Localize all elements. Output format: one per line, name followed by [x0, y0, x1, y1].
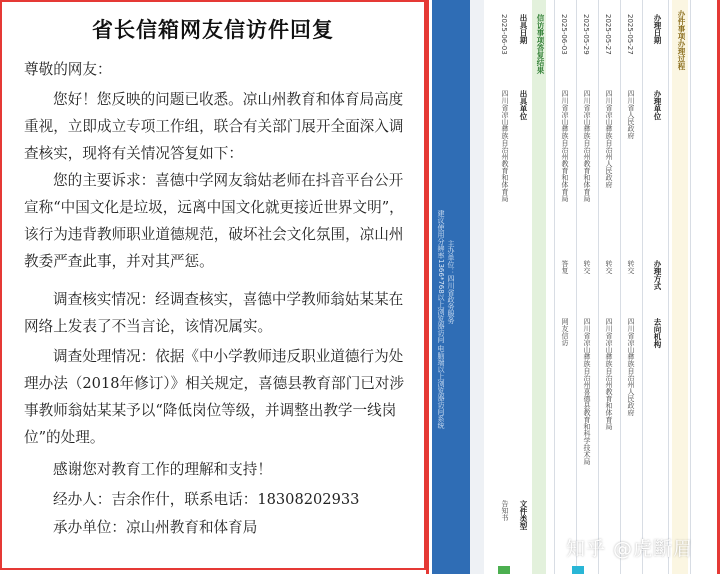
row-0-target: 网友信访	[561, 318, 569, 346]
row-0-date: 2025-06-03	[560, 14, 568, 55]
reply-row-doc: 告知书	[501, 500, 509, 521]
row-2-target: 四川省凉山彝族自治州教育和体育局	[605, 318, 613, 430]
header-target: 去向机构	[653, 318, 662, 348]
reply-header-doc: 文件类型	[519, 500, 528, 530]
row-1-unit: 四川省凉山彝族自治州教育和体育局	[583, 90, 591, 202]
row-1-method: 转交	[583, 260, 591, 274]
letter-paragraph-thanks: 感谢您对教育工作的理解和支持！	[53, 461, 272, 478]
row-3-unit: 四川省人民政府	[627, 90, 635, 139]
reply-status-marker	[498, 566, 510, 574]
letter-salutation: 尊敬的网友：	[24, 61, 112, 78]
reply-row-date: 2025-06-03	[500, 14, 508, 55]
row-3-target: 四川省凉山彝族自治州人民政府	[627, 318, 635, 416]
letter-paragraph-handling: 调查处理情况：依据《中小学教师违反职业道德行为处理办法（2018年修订）》相关规定，喜德县教育部门已对涉事教师翁姑某某予以“降低岗位等级，并调整出教学一线岗位”的处理。	[24, 348, 405, 446]
letter-paragraph-findings: 调查核实情况：经调查核实，喜德中学教师翁姑某某在网络上发表了不当言论，该情况属实。	[24, 291, 404, 335]
letter-paragraph-greeting: 您好！您反映的问题已收悉。凉山州教育和体育局高度重视，立即成立专项工作组，联合有关部门展开全面深入调查核实，现将有关情况答复如下：	[24, 91, 404, 162]
row-3-method: 转交	[627, 260, 635, 274]
sidebar-text-host: 主办单位：四川省政务服务	[447, 240, 455, 324]
letter-paragraph-claim: 您的主要诉求：喜德中学网友翁姑老师在抖音平台公开宣称“中国文化是垃圾，远离中国文化就更接近世界文明”，该行为违背教师职业道德规范，破坏社会文化氛围，凉山州教委严查此事，并对其严惩。	[24, 172, 404, 270]
reply-header-unit: 出具单位	[519, 90, 528, 120]
reply-section-title: 信访事项答复结果	[536, 14, 545, 74]
row-2-date: 2025-05-27	[604, 14, 612, 55]
letter-handler: 经办人：吉余作什，联系电话：18308202933	[53, 491, 360, 508]
header-method: 办理方式	[653, 260, 662, 290]
letter-title: 省长信箱网友信访件回复	[92, 17, 334, 42]
process-section-title: 办件事项办理过程	[677, 10, 686, 70]
header-date: 办理日期	[653, 14, 662, 44]
gov-web-screenshot	[432, 0, 720, 574]
row-status-marker	[572, 566, 584, 574]
row-0-unit: 四川省凉山彝族自治州教育和体育局	[561, 90, 569, 202]
row-3-date: 2025-05-27	[626, 14, 634, 55]
row-0-method: 答复	[561, 260, 569, 274]
header-unit: 办理单位	[653, 90, 662, 120]
letter-unit: 承办单位：凉山州教育和体育局	[53, 519, 258, 536]
row-1-date: 2025-05-29	[582, 14, 590, 55]
web-sidebar	[432, 0, 470, 574]
sidebar-text-browser: 建议使用分辨率1366*768以上浏览器访问 电脑端以上浏览器访问系统	[437, 210, 445, 429]
zhihu-watermark: 知乎 @虎斷眉	[566, 538, 694, 560]
row-2-method: 转交	[605, 260, 613, 274]
row-1-target: 四川省凉山彝族自治州喜德县教育和科学技术局	[583, 318, 591, 465]
reply-row-unit: 四川省凉山彝族自治州教育和体育局	[501, 90, 509, 202]
reply-header-date: 出具日期	[519, 14, 528, 44]
row-2-unit: 四川省凉山彝族自治州人民政府	[605, 90, 613, 188]
